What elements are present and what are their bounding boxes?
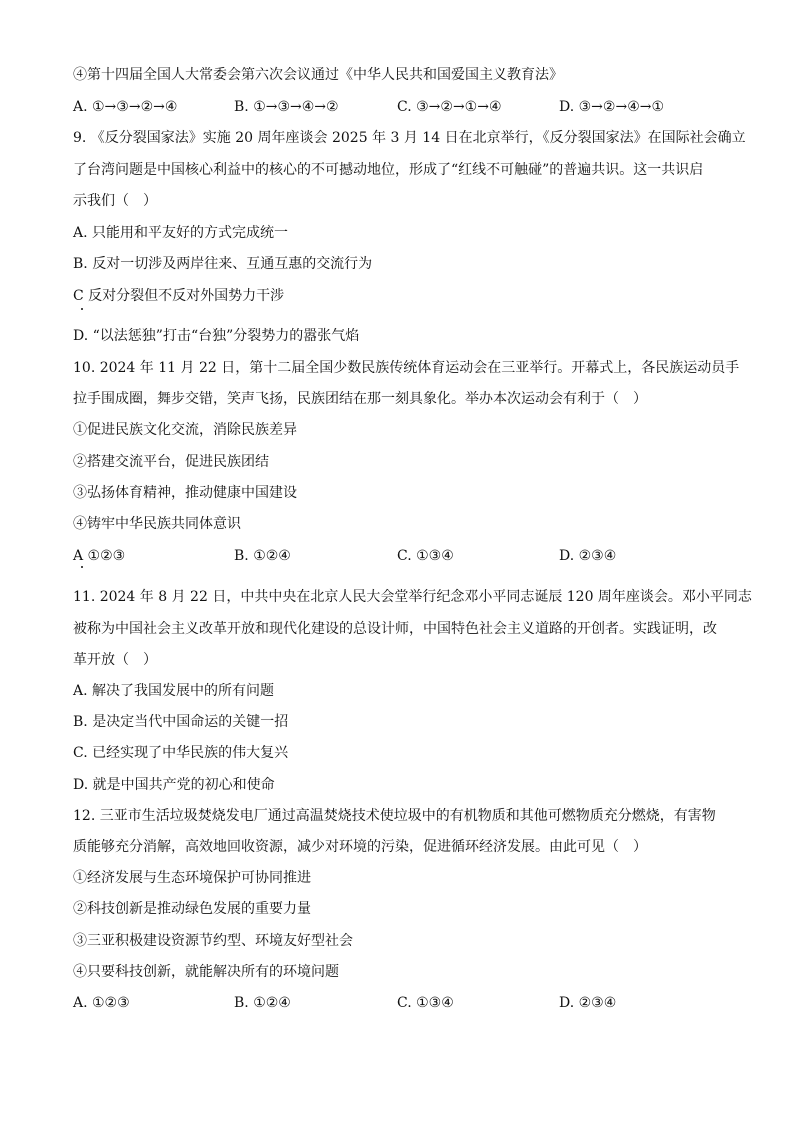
q8-option-b: B. ①→③→④→② [234, 99, 339, 115]
q9-stem-line-3: 示我们（ ） [73, 193, 157, 209]
q12-option-c: C. ①③④ [397, 995, 454, 1011]
q12-stem-line-2: 质能够充分消解，高效地回收资源，减少对环境的污染，促进循环经济发展。由此可见（ ） [73, 839, 647, 855]
q11-option-a: A. 解决了我国发展中的所有问题 [73, 683, 275, 699]
q9-option-d: D. “以法惩独”打击“台独”分裂势力的嚣张气焰 [73, 328, 360, 344]
q10-item-2: ②搭建交流平台，促进民族团结 [73, 454, 269, 470]
q12-item-4: ④只要科技创新，就能解决所有的环境问题 [73, 964, 339, 980]
q9-option-c: C 反对分裂但不反对外国势力干涉 [73, 288, 285, 304]
q9-option-b: B. 反对一切涉及两岸往来、互通互惠的交流行为 [73, 256, 373, 272]
q10-stem-line-2: 拉手围成圈，舞步交错，笑声飞扬，民族团结在那一刻具象化。举办本次运动会有利于（ ） [73, 391, 647, 407]
q11-option-d: D. 就是中国共产党的初心和使命 [73, 777, 275, 793]
q9-option-a: A. 只能用和平友好的方式完成统一 [73, 225, 289, 241]
q8-option-d: D. ③→②→④→① [559, 99, 665, 115]
q10-item-4: ④铸牢中华民族共同体意识 [73, 516, 241, 532]
q12-option-b: B. ①②④ [234, 995, 291, 1011]
q10-option-c: C. ①③④ [397, 548, 454, 564]
q11-option-b: B. 是决定当代中国命运的关键一招 [73, 714, 289, 730]
q10-option-b: B. ①②④ [234, 548, 291, 564]
q11-stem-line-3: 革开放（ ） [73, 652, 157, 668]
q12-item-2: ②科技创新是推动绿色发展的重要力量 [73, 901, 311, 917]
q12-options [73, 993, 753, 1013]
q9-option-c-dot [81, 308, 83, 310]
q8-option-a: A. ①→③→②→④ [73, 99, 178, 115]
q10-stem-line-1: 10. 2024 年 11 月 22 日，第十二届全国少数民族传统体育运动会在三亚举行。开幕式上，各民族运动员手 [73, 360, 740, 376]
q12-stem-line-1: 12. 三亚市生活垃圾焚烧发电厂通过高温焚烧技术使垃圾中的有机物质和其他可燃物质充分燃烧，有害物 [73, 808, 716, 824]
q8-item-4: ④第十四届全国人大常委会第六次会议通过《中华人民共和国爱国主义教育法》 [73, 67, 563, 83]
q12-option-d: D. ②③④ [559, 995, 617, 1011]
q10-option-d: D. ②③④ [559, 548, 617, 564]
q9-stem-line-1: 9. 《反分裂国家法》实施 20 周年座谈会 2025 年 3 月 14 日在北京举行，《反分裂国家法》在国际社会确立 [73, 130, 746, 146]
q10-options [73, 546, 753, 566]
q9-stem-line-2: 了台湾问题是中国核心利益中的核心的不可撼动地位，形成了“红线不可触碰”的普遍共识。这一共识启 [73, 162, 704, 178]
q10-option-a-dot [81, 566, 83, 568]
q12-item-3: ③三亚积极建设资源节约型、环境友好型社会 [73, 933, 353, 949]
q8-option-c: C. ③→②→①→④ [397, 99, 502, 115]
q12-option-a: A. ①②③ [73, 995, 130, 1011]
q11-option-c: C. 已经实现了中华民族的伟大复兴 [73, 745, 289, 761]
q10-option-a: A ①②③ [73, 548, 126, 564]
q10-item-3: ③弘扬体育精神，推动健康中国建设 [73, 485, 297, 501]
q8-options [73, 97, 753, 117]
q10-item-1: ①促进民族文化交流，消除民族差异 [73, 422, 297, 438]
q12-item-1: ①经济发展与生态环境保护可协同推进 [73, 870, 311, 886]
q11-stem-line-2: 被称为中国社会主义改革开放和现代化建设的总设计师，中国特色社会主义道路的开创者。实践证明，改 [73, 621, 717, 637]
q11-stem-line-1: 11. 2024 年 8 月 22 日，中共中央在北京人民大会堂举行纪念邓小平同志诞辰 120 周年座谈会。邓小平同志 [73, 589, 752, 605]
